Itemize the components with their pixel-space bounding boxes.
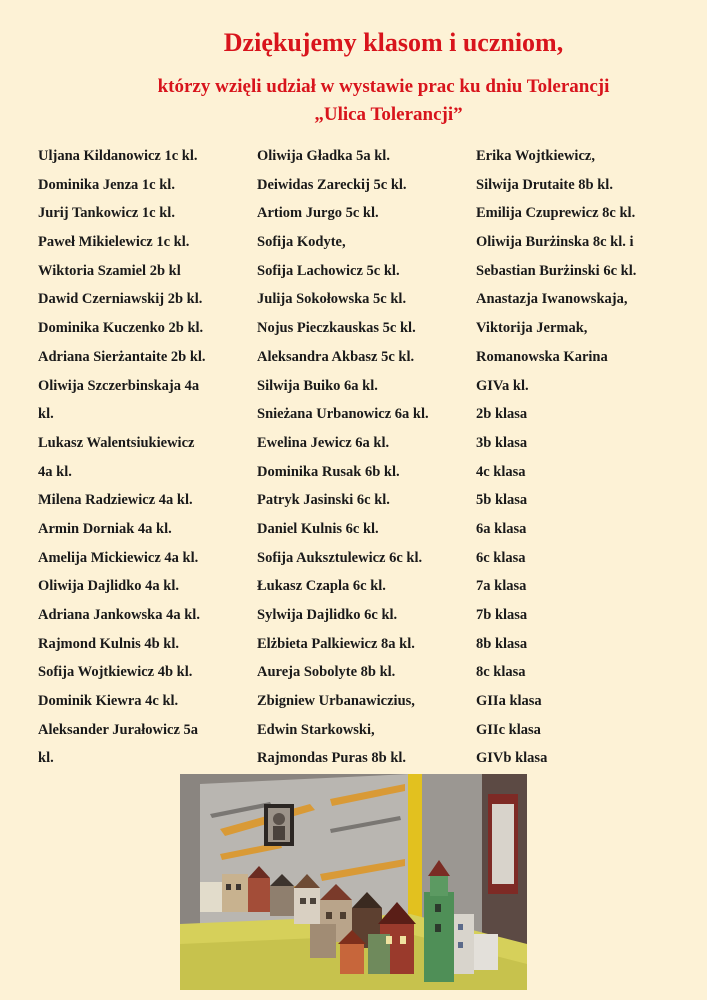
participant-entry: Rajmond Kulnis 4b kl.: [38, 635, 180, 652]
participant-entry: Oliwija Szczerbinskaja 4a: [38, 377, 200, 394]
exhibition-name: „Ulica Tolerancji”: [314, 104, 463, 125]
participant-entry: Sofija Lachowicz 5c kl.: [257, 262, 400, 279]
participant-entry: kl.: [38, 750, 54, 767]
participant-entry: Aleksander Jurałowicz 5a: [38, 721, 199, 738]
participant-entry: Wiktoria Szamiel 2b kl: [38, 262, 181, 279]
participant-entry: Oliwija Burżinska 8c kl. i: [476, 234, 634, 251]
participant-entry: 5b klasa: [476, 492, 528, 509]
participant-entry: Sofija Kodyte,: [257, 234, 346, 251]
participant-entry: GIIc klasa: [476, 721, 541, 738]
participant-entry: Dawid Czerniawskij 2b kl.: [38, 291, 203, 308]
participant-entry: Julija Sokołowska 5c kl.: [257, 291, 407, 308]
participant-entry: 8c klasa: [476, 664, 526, 681]
names-column-3: [476, 142, 636, 773]
participant-entry: Sofija Wojtkiewicz 4b kl.: [38, 664, 193, 681]
participant-entry: 6a klasa: [476, 520, 527, 537]
participant-entry: 7b klasa: [476, 607, 528, 623]
participant-entry: 2b klasa: [476, 406, 528, 423]
participant-entry: Milena Radziewicz 4a kl.: [38, 492, 193, 509]
participant-entry: Dominik Kiewra 4c kl.: [38, 693, 179, 710]
participant-entry: Oliwija Dajlidko 4a kl.: [38, 578, 179, 595]
participant-entry: Daniel Kulnis 6c kl.: [257, 520, 379, 537]
participant-entry: GIIa klasa: [476, 693, 542, 710]
participant-entry: Snieżana Urbanowicz 6a kl.: [257, 406, 429, 423]
participant-entry: Deiwidas Zareckij 5c kl.: [257, 176, 407, 193]
participant-entry: Dominika Kuczenko 2b kl.: [38, 320, 204, 337]
participant-entry: Amelija Mickiewicz 4a kl.: [38, 549, 199, 566]
participant-entry: Silwija Buiko 6a kl.: [257, 377, 378, 394]
page-subtitle: którzy wzięli udział w wystawie prac ku dniu Tolerancji: [157, 76, 610, 97]
participant-entry: Emilija Czuprewicz 8c kl.: [476, 205, 636, 222]
participant-entry: Oliwija Gładka 5a kl.: [257, 148, 390, 164]
participant-entry: Patryk Jasinski 6c kl.: [257, 492, 390, 509]
participant-entry: 3b klasa: [476, 434, 528, 451]
participant-entry: Łukasz Czapla 6c kl.: [257, 578, 386, 595]
participant-entry: kl.: [38, 406, 54, 423]
participant-entry: 8b klasa: [476, 635, 528, 652]
names-column-2: [257, 142, 429, 773]
participant-entry: 4c klasa: [476, 463, 526, 480]
participant-entry: Adriana Sierżantaite 2b kl.: [38, 348, 206, 365]
participant-entry: Silwija Drutaite 8b kl.: [476, 176, 613, 193]
participant-entry: Dominika Rusak 6b kl.: [257, 463, 400, 480]
participant-entry: Elżbieta Palkiewicz 8a kl.: [257, 635, 415, 652]
participant-entry: Viktorija Jermak,: [476, 320, 588, 337]
participant-entry: Sylwija Dajlidko 6c kl.: [257, 607, 398, 623]
participant-entry: Jurij Tankowicz 1c kl.: [38, 205, 175, 222]
participant-entry: Rajmondas Puras 8b kl.: [257, 750, 407, 767]
participant-entry: Sebastian Burżinski 6c kl.: [476, 262, 637, 279]
participant-entry: Ewelina Jewicz 6a kl.: [257, 434, 390, 451]
participant-entry: Armin Dorniak 4a kl.: [38, 520, 172, 537]
participant-entry: Adriana Jankowska 4a kl.: [38, 607, 200, 623]
participant-entry: Artiom Jurgo 5c kl.: [257, 205, 379, 222]
exhibition-photo: [180, 774, 527, 990]
participant-entry: 6c klasa: [476, 549, 526, 566]
names-column-1: [38, 142, 206, 773]
participant-entry: 4a kl.: [38, 463, 72, 480]
participant-entry: Erika Wojtkiewicz,: [476, 148, 595, 164]
page-title: Dziękujemy klasom i uczniom,: [223, 28, 564, 57]
participant-entry: Zbigniew Urbanawiczius,: [257, 693, 415, 710]
participant-entry: Uljana Kildanowicz 1c kl.: [38, 148, 198, 164]
participant-entry: Nojus Pieczkauskas 5c kl.: [257, 320, 416, 337]
participant-entry: Romanowska Karina: [476, 348, 608, 365]
participant-entry: Dominika Jenza 1c kl.: [38, 176, 175, 193]
participant-entry: Edwin Starkowski,: [257, 721, 375, 738]
participant-entry: Aureja Sobolyte 8b kl.: [257, 664, 396, 681]
participant-entry: GIVb klasa: [476, 750, 548, 767]
participant-entry: GIVa kl.: [476, 377, 529, 394]
participant-entry: Anastazja Iwanowskaja,: [476, 291, 628, 308]
participant-entry: Lukasz Walentsiukiewicz: [38, 434, 195, 451]
participant-entry: Paweł Mikielewicz 1c kl.: [38, 234, 190, 251]
participant-entry: Sofija Auksztulewicz 6c kl.: [257, 549, 423, 566]
participant-entry: Aleksandra Akbasz 5c kl.: [257, 348, 415, 365]
participant-entry: 7a klasa: [476, 578, 527, 595]
